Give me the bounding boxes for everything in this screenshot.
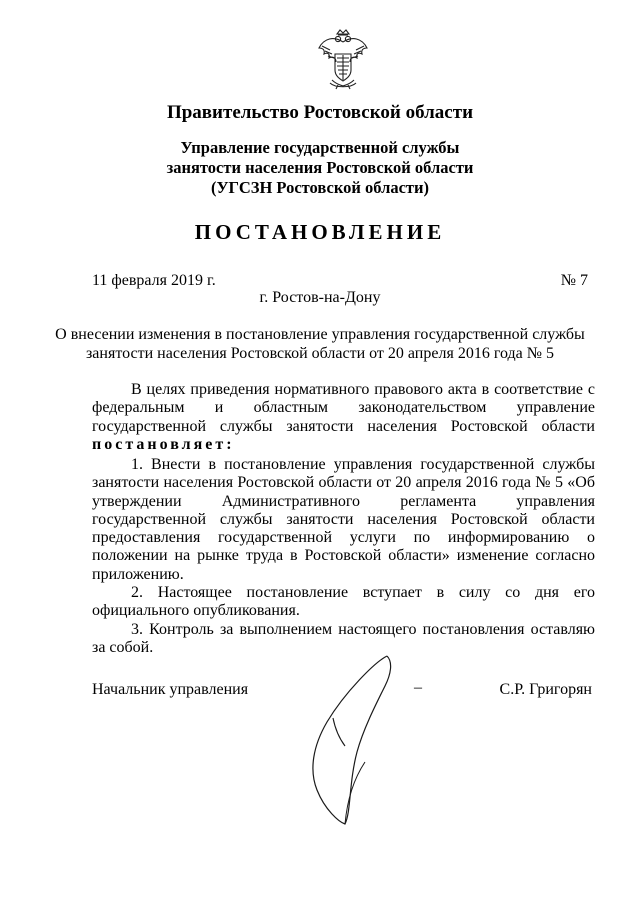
handwritten-signature bbox=[305, 652, 405, 830]
department-name bbox=[0, 138, 640, 198]
department-line: (УГСЗН Ростовской области) bbox=[210, 178, 430, 197]
subject-line: занятости населения Ростовской области от 20 апреля 2016 года № 5 bbox=[85, 345, 555, 362]
department-line: Управление государственной службы bbox=[180, 138, 460, 157]
government-title: Правительство Ростовской области bbox=[166, 102, 474, 123]
intro-paragraph bbox=[92, 381, 595, 454]
coat-of-arms-icon bbox=[316, 28, 370, 90]
signatory-name: С.Р. Григорян bbox=[499, 681, 592, 698]
intro-text: В целях приведения нормативного правового акта в соответствие с федеральным и областным законодательством управление государственной службы занятости населения Ростовской области bbox=[92, 381, 595, 435]
intro-emphasis: постановляет: bbox=[92, 435, 235, 453]
document-type: ПОСТАНОВЛЕНИЕ bbox=[194, 220, 446, 244]
document-city: г. Ростов-на-Дону bbox=[259, 289, 381, 306]
department-line: занятости населения Ростовской области bbox=[166, 158, 474, 177]
resolution-item: 3. Контроль за выполнением настоящего постановления оставляю за собой. bbox=[92, 620, 595, 656]
resolution-items bbox=[92, 456, 595, 657]
resolution-item: 1. Внести в постановление управления государственной службы занятости населения Ростовской области от 20 апреля 2016 года № 5 «Об утверждении Административного регламента управления государственной службы занятости населения Ростовской области предоставления государственной услуги по информированию о положении на рынке труда в Ростовской области» изменение согласно приложению. bbox=[92, 456, 595, 583]
document-subject bbox=[0, 325, 640, 363]
document-date: 11 февраля 2019 г. bbox=[92, 272, 216, 289]
document-number: № 7 bbox=[560, 272, 588, 289]
subject-line: О внесении изменения в постановление управления государственной службы bbox=[55, 326, 585, 343]
signature-dash: – bbox=[414, 679, 422, 696]
resolution-item: 2. Настоящее постановление вступает в силу со дня его официального опубликования. bbox=[92, 584, 595, 620]
signatory-title: Начальник управления bbox=[92, 681, 249, 698]
